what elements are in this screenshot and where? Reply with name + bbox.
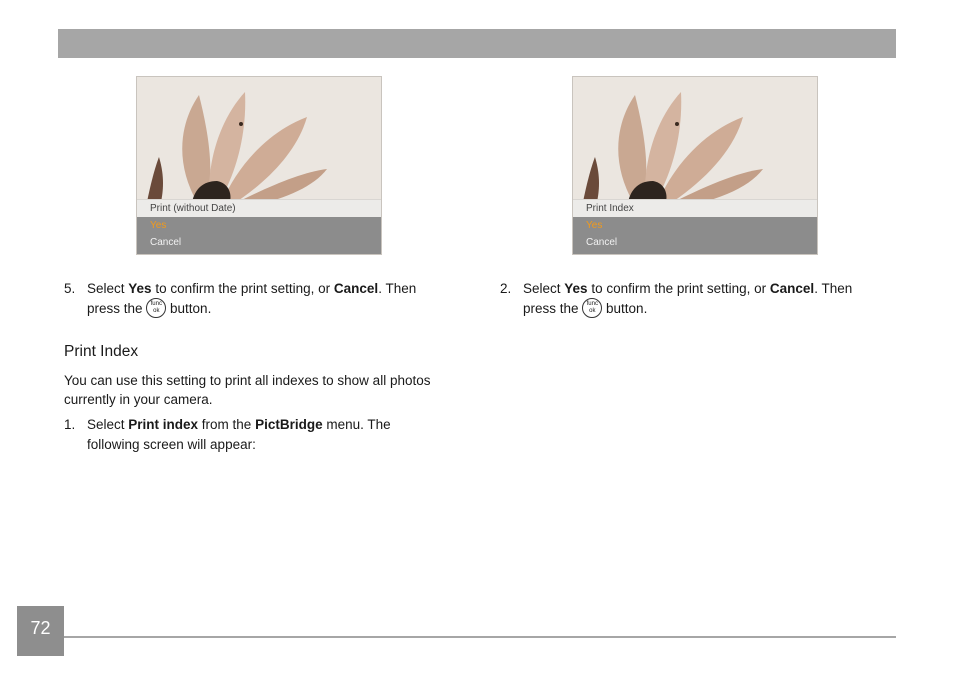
camera-screen-right <box>572 76 818 255</box>
keyword-yes: Yes <box>128 281 152 296</box>
func-ok-button-icon: func ok <box>582 298 602 318</box>
camera-screen-left <box>136 76 382 255</box>
section-paragraph: You can use this setting to print all indexes to show all photos currently in your camera. <box>64 373 431 407</box>
menu-option-yes: Yes <box>573 217 817 234</box>
step-number: 5. <box>64 281 76 296</box>
step-number: 1. <box>64 417 76 432</box>
step-2 <box>500 279 900 323</box>
keyword-pictbridge: PictBridge <box>255 417 323 432</box>
func-ok-button-icon: func ok <box>146 298 166 318</box>
page-number: 72 <box>17 606 64 656</box>
menu-option-cancel: Cancel <box>573 234 817 251</box>
step-number: 2. <box>500 281 512 296</box>
menu-bottom-padding <box>137 251 381 254</box>
keyword-yes: Yes <box>564 281 588 296</box>
menu-option-yes: Yes <box>137 217 381 234</box>
menu-title: Print (without Date) <box>137 199 381 217</box>
camera-menu <box>137 199 381 254</box>
menu-title: Print Index <box>573 199 817 217</box>
section-heading: Print Index <box>64 343 139 360</box>
keyword-print-index: Print index <box>128 417 199 432</box>
step-1 <box>64 415 464 457</box>
step-text: Select Yes to confirm the print setting, or Cancel. Then press the func ok button. <box>523 279 903 319</box>
header-bar <box>58 29 896 58</box>
keyword-cancel: Cancel <box>333 281 379 296</box>
step-text: Select Yes to confirm the print setting, or Cancel. Then press the func ok button. <box>87 279 467 319</box>
menu-option-cancel: Cancel <box>137 234 381 251</box>
menu-bottom-padding <box>573 251 817 254</box>
step-5 <box>64 279 464 323</box>
step-text: Select Print index from the PictBridge menu. The following screen will appear: <box>87 417 391 452</box>
keyword-cancel: Cancel <box>769 281 815 296</box>
camera-menu <box>573 199 817 254</box>
footer-divider <box>64 636 896 638</box>
